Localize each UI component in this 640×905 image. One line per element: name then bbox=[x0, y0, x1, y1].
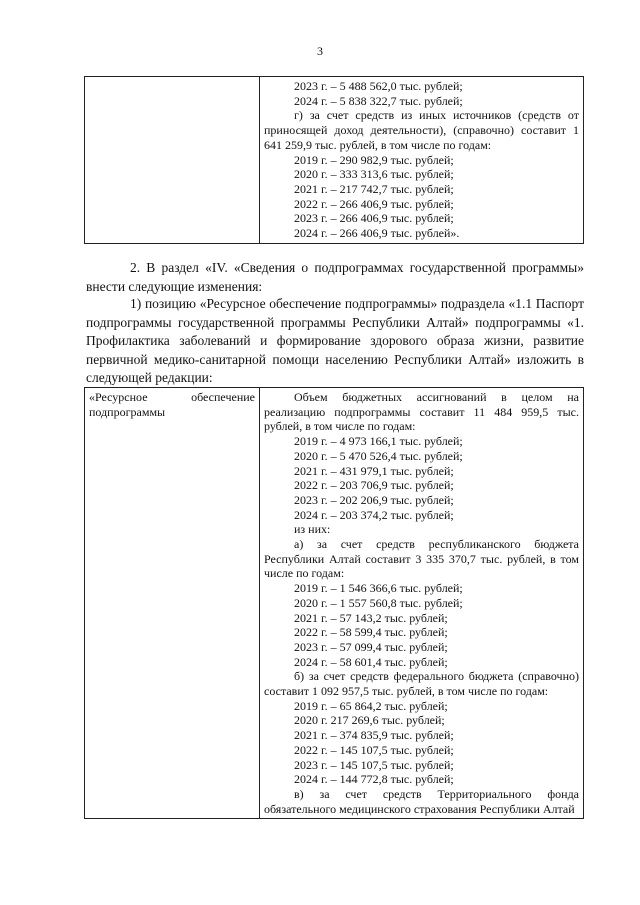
resource-value-cell bbox=[260, 388, 584, 819]
budget-intro-paragraph: Объем бюджетных ассигнований в целом на реализацию подпрограммы составит 11 484 959,5 тыс. рублей, в том числе по годам: bbox=[264, 390, 579, 434]
year-line: 2024 г. – 58 601,4 тыс. рублей; bbox=[294, 654, 448, 669]
year-line: 2019 г. – 65 864,2 тыс. рублей; bbox=[294, 698, 448, 713]
year-line: 2022 г. – 145 107,5 тыс. рублей; bbox=[294, 742, 454, 757]
year-line: 2023 г. – 202 206,9 тыс. рублей; bbox=[294, 492, 454, 507]
year-line: 2019 г. – 290 982,9 тыс. рублей; bbox=[294, 152, 454, 167]
year-line: 2023 г. – 145 107,5 тыс. рублей; bbox=[294, 757, 454, 772]
year-line: 2021 г. – 431 979,1 тыс. рублей; bbox=[294, 463, 454, 478]
of-them-label: из них: bbox=[294, 522, 331, 537]
year-line: 2022 г. – 203 706,9 тыс. рублей; bbox=[294, 478, 454, 493]
year-line: 2019 г. – 4 973 166,1 тыс. рублей; bbox=[294, 434, 463, 449]
year-line: 2024 г. – 5 838 322,7 тыс. рублей; bbox=[294, 93, 463, 108]
other-sources-paragraph: г) за счет средств из иных источников (средств от приносящей доход деятельности), (справочно) составит 1 641 259,9 тыс. рублей, в том числе по годам: bbox=[264, 108, 579, 152]
year-line: 2021 г. – 217 742,7 тыс. рублей; bbox=[294, 181, 454, 196]
year-line: 2024 г. – 144 772,8 тыс. рублей; bbox=[294, 772, 454, 787]
resource-provision-table bbox=[84, 387, 584, 819]
year-line: 2021 г. – 374 835,9 тыс. рублей; bbox=[294, 728, 454, 743]
year-line: 2023 г. – 57 099,4 тыс. рублей; bbox=[294, 639, 448, 654]
federal-budget-paragraph: б) за счет средств федерального бюджета (справочно) составит 1 092 957,5 тыс. рублей, в том числе по годам: bbox=[264, 669, 579, 699]
resource-label-line2: подпрограммы bbox=[89, 404, 166, 419]
year-line: 2023 г. – 5 488 562,0 тыс. рублей; bbox=[294, 79, 463, 93]
year-line: 2024 г. – 266 406,9 тыс. рублей». bbox=[294, 226, 460, 241]
resource-label-line1: «Ресурсное обеспечение bbox=[89, 390, 255, 404]
year-line: 2020 г. 217 269,6 тыс. рублей; bbox=[294, 713, 445, 728]
year-line: 2023 г. – 266 406,9 тыс. рублей; bbox=[294, 211, 454, 226]
insurance-fund-paragraph: в) за счет средств Территориального фонда обязательного медицинского страхования Республики Алтай bbox=[264, 786, 579, 816]
page-number: 3 bbox=[317, 44, 323, 58]
year-line: 2020 г. – 1 557 560,8 тыс. рублей; bbox=[294, 595, 463, 610]
year-line: 2024 г. – 203 374,2 тыс. рублей; bbox=[294, 507, 454, 522]
year-line: 2021 г. – 57 143,2 тыс. рублей; bbox=[294, 610, 448, 625]
year-line: 2022 г. – 58 599,4 тыс. рублей; bbox=[294, 625, 448, 640]
table-left-cell bbox=[85, 77, 260, 244]
resource-position-paragraph: 1) позицию «Ресурсное обеспечение подпрограммы» подраздела «1.1 Паспорт подпрограммы государственной программы Республики Алтай» подпрограммы «1. Профилактика заболеваний и формирование здорового образа жизни, развитие первичной медико-санитарной помощи населению Республики Алтай» изложить в следующей редакции: bbox=[86, 296, 584, 385]
table-right-cell bbox=[260, 77, 584, 244]
year-line: 2020 г. – 5 470 526,4 тыс. рублей; bbox=[294, 448, 463, 463]
year-line: 2020 г. – 333 313,6 тыс. рублей; bbox=[294, 167, 454, 182]
section-change-paragraph: 2. В раздел «IV. «Сведения о подпрограммах государственной программы» внести следующие изменения: bbox=[86, 260, 584, 294]
year-line: 2019 г. – 1 546 366,6 тыс. рублей; bbox=[294, 581, 463, 596]
republic-budget-paragraph: а) за счет средств республиканского бюджета Республики Алтай составит 3 335 370,7 тыс. рублей, в том числе по годам: bbox=[264, 537, 579, 581]
funding-table-continued bbox=[84, 76, 584, 244]
year-line: 2022 г. – 266 406,9 тыс. рублей; bbox=[294, 196, 454, 211]
resource-label-cell bbox=[85, 388, 260, 819]
